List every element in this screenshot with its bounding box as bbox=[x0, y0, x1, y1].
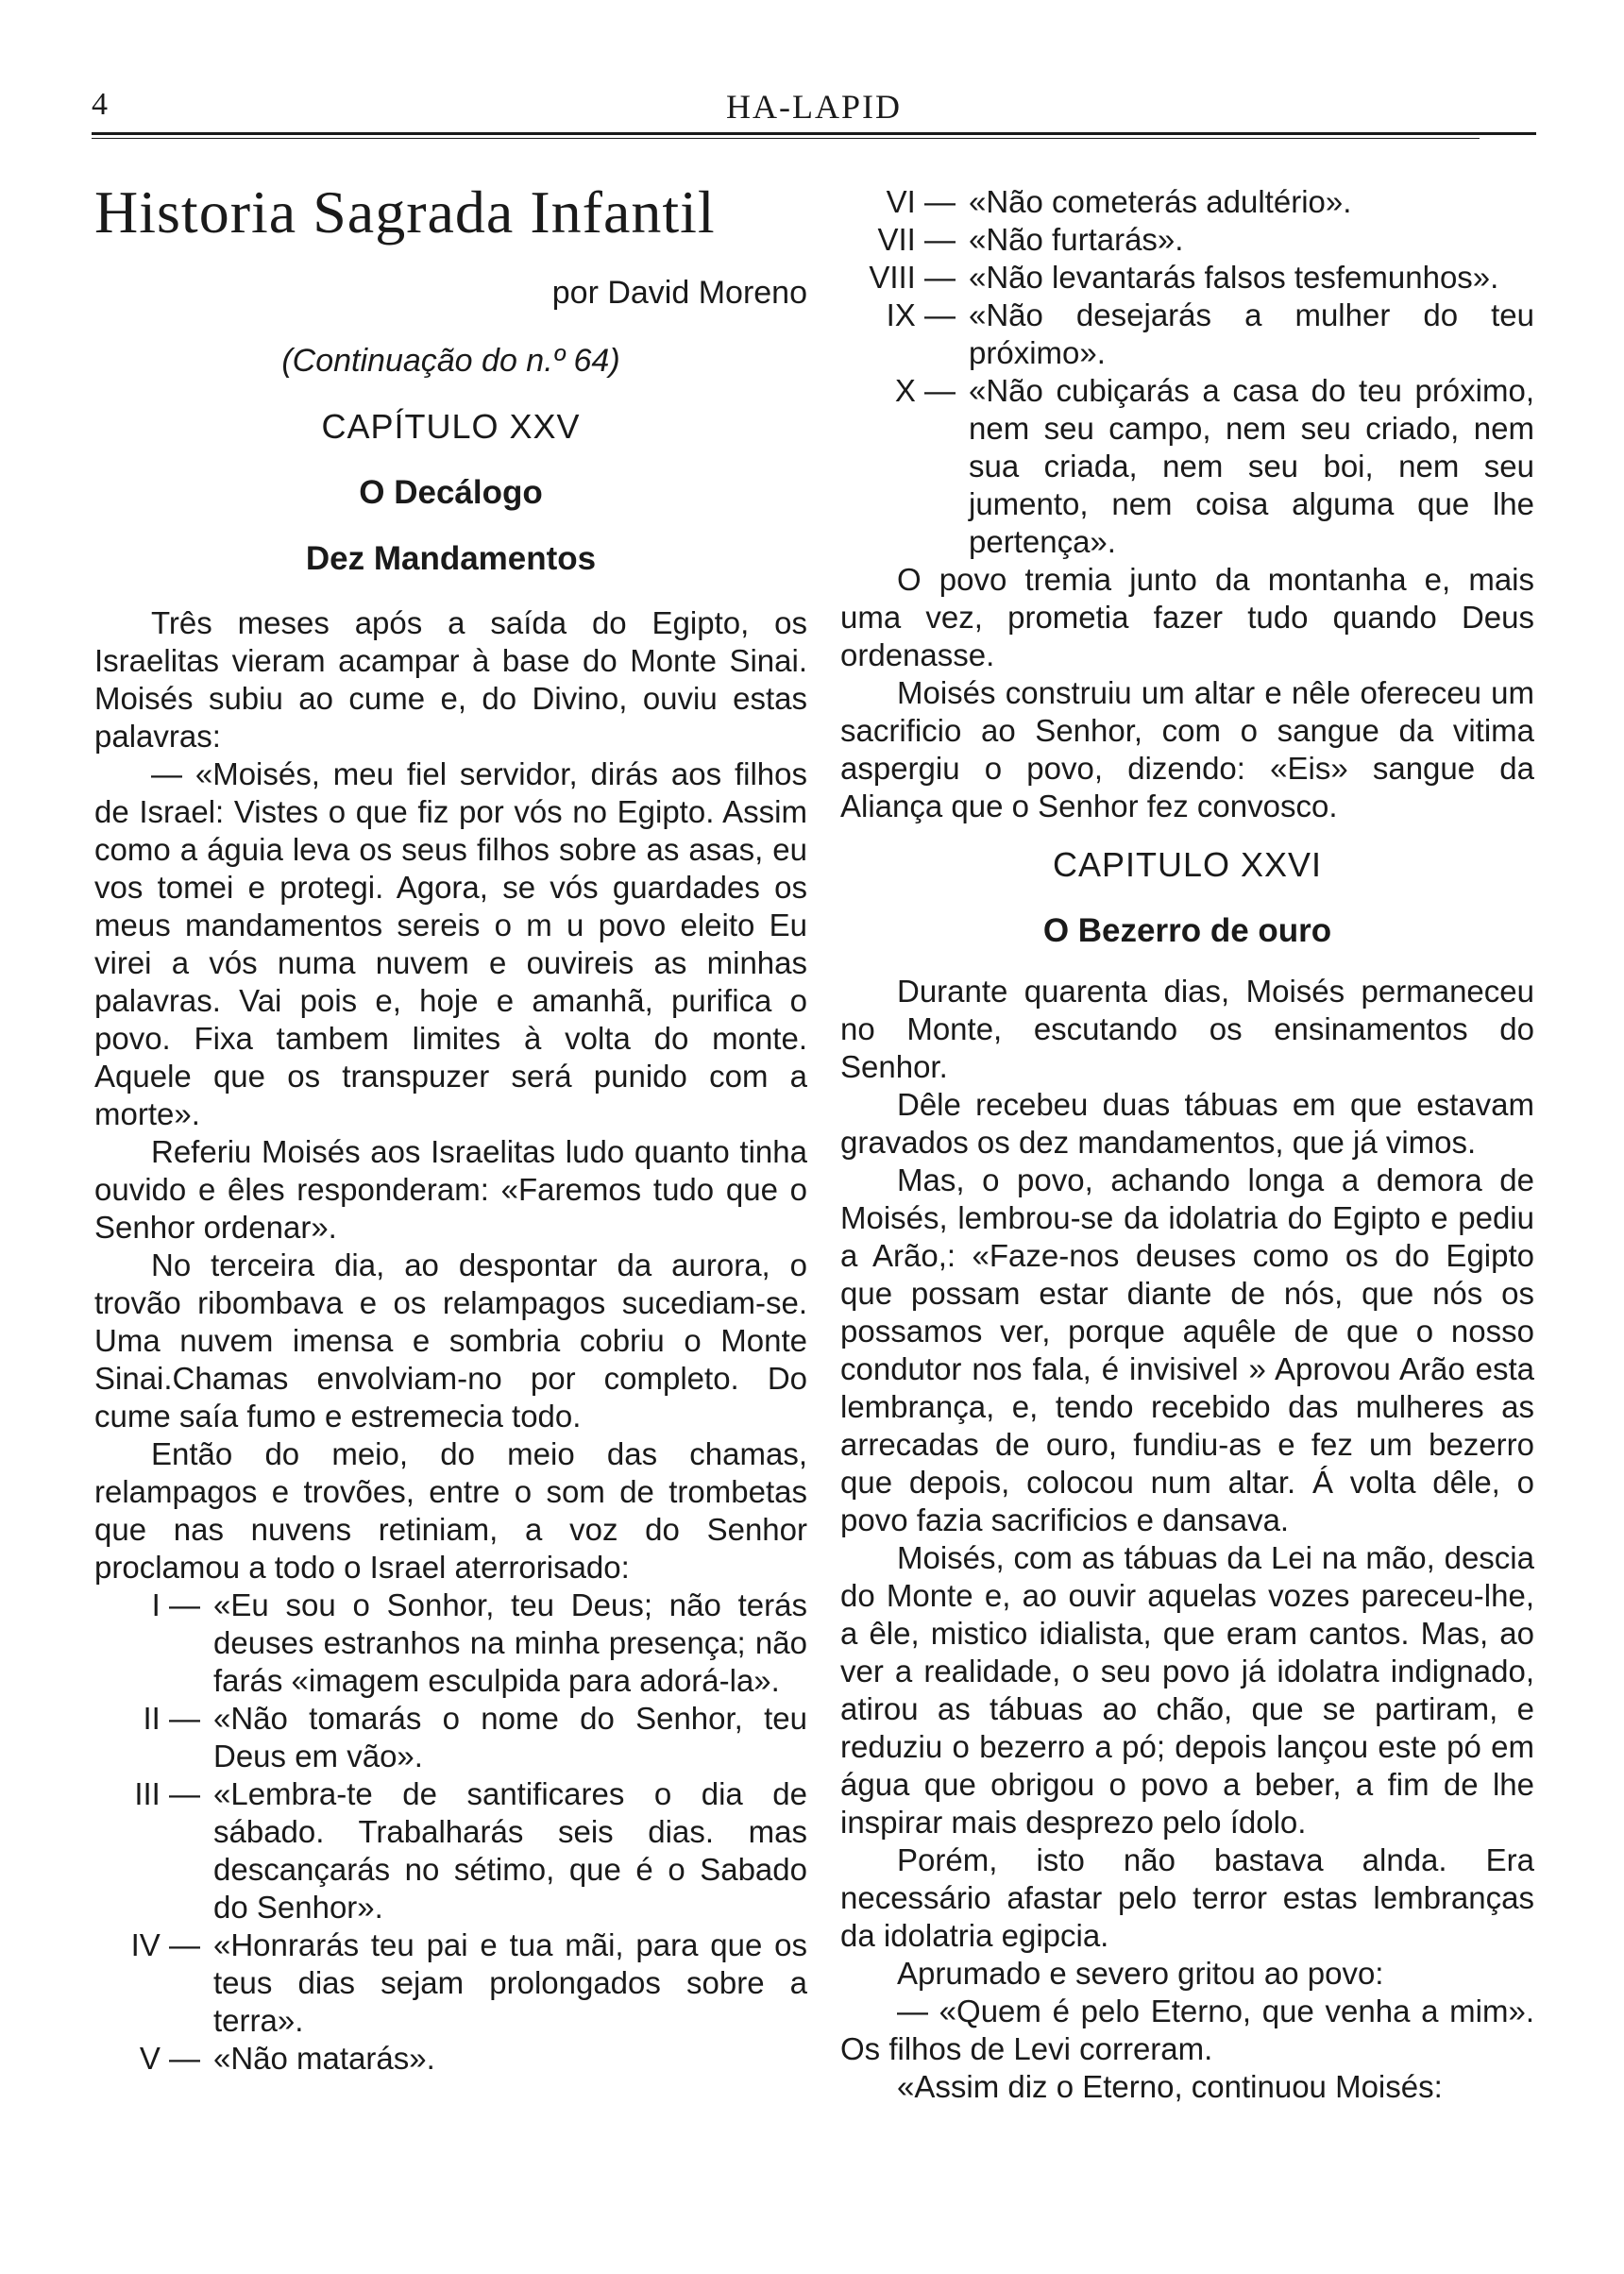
paragraph: Porém, isto não bastava alnda. Era necessário afastar pelo terror estas lembranças da idolatria egipcia. bbox=[840, 1842, 1534, 1953]
commandment-number: I — bbox=[151, 1587, 200, 1622]
commandment-text: «Não matarás». bbox=[213, 2041, 435, 2076]
commandment-number: IX — bbox=[886, 297, 956, 332]
paragraph: — «Quem é pelo Eterno, que venha a mim». Os filhos de Levi correram. bbox=[840, 1994, 1534, 2066]
paragraph: Dêle recebeu duas tábuas em que estavam gravados os dez mandamentos, que já vimos. bbox=[840, 1087, 1534, 1160]
commandment-item bbox=[840, 183, 1534, 221]
commandment-item bbox=[94, 1775, 807, 1926]
header-rule-thin bbox=[92, 138, 1480, 139]
commandment-number: IV — bbox=[130, 1927, 200, 1962]
commandment-item bbox=[840, 259, 1534, 297]
commandment-text: «Eu sou o Sonhor, teu Deus; não terás deuses estranhos na minha presença; não farás «imagem esculpida para adorá-la». bbox=[213, 1587, 807, 1698]
paragraph: Mas, o povo, achando longa a demora de Moisés, lembrou-se da idolatria do Egipto e pediu a Arão,: «Faze-nos deuses como os do Egipto que possam estar diante de nós, que nós os possamos ver, porque aquêle de que o nosso condutor nos fala, é invisivel » Aprovou Arão esta lembrança, e, tendo recebido das mulheres as arrecadas de ouro, fundiu-as e fez um bezerro que depois, colocou num altar. Á volta dêle, o povo fazia sacrificios e dansava. bbox=[840, 1162, 1534, 1537]
paragraph: Aprumado e severo gritou ao povo: bbox=[897, 1956, 1384, 1991]
paragraph: Então do meio, do meio das chamas, relampagos e trovões, entre o som de trombetas que nas nuvens retiniam, a voz do Senhor proclamou a todo o Israel aterrorisado: bbox=[94, 1436, 807, 1585]
commandment-item bbox=[94, 1926, 807, 2040]
paragraph: Moisés construiu um altar e nêle ofereceu um sacrificio ao Senhor, com o sangue da vitima aspergiu o povo, dizendo: «Eis» sangue da Aliança que o Senhor fez convosco. bbox=[840, 675, 1534, 823]
paragraph: «Assim diz o Eterno, continuou Moisés: bbox=[897, 2069, 1443, 2104]
commandment-text: «Honrarás teu pai e tua mãi, para que os teus dias sejam prolongados sobre a terra». bbox=[213, 1927, 807, 2038]
paragraph: — «Moisés, meu fiel servidor, dirás aos filhos de Israel: Vistes o que fiz por vós no Egipto. Assim como a águia leva os seus filhos sobre as asas, eu vos tomei e protegi. Agora, se vós guardades os meus mandamentos sereis o m u povo eleito Eu virei a vós numa nuvem e ouvireis as minhas palavras. Vai pois e, hoje e amanhã, purifica o povo. Fixa tambem limites à volta do monte. Aquele que os transpuzer será punido com a morte». bbox=[94, 756, 807, 1131]
commandment-text: «Não levantarás falsos tesfemunhos». bbox=[969, 260, 1499, 295]
section-subtitle: O Decálogo bbox=[359, 474, 543, 511]
commandment-text: «Não cometerás adultério». bbox=[969, 184, 1352, 219]
article-byline: por David Moreno bbox=[551, 275, 807, 311]
commandment-number: VII — bbox=[877, 222, 956, 257]
right-column bbox=[840, 183, 1534, 2106]
paragraph: Três meses após a saída do Egipto, os Israelitas vieram acampar à base do Monte Sinai. Moisés subiu ao cume e, do Divino, ouviu estas palavras: bbox=[94, 605, 807, 754]
commandment-item bbox=[94, 1700, 807, 1775]
chapter-heading: CAPITULO XXVI bbox=[1052, 845, 1323, 884]
section-subtitle: Dez Mandamentos bbox=[305, 540, 597, 577]
left-column bbox=[94, 179, 807, 2078]
chapter-heading: CAPÍTULO XXV bbox=[321, 407, 581, 446]
commandment-number: X — bbox=[894, 373, 956, 408]
commandment-item bbox=[94, 2040, 807, 2078]
continuation-note: (Continuação do n.º 64) bbox=[281, 343, 620, 379]
page-header bbox=[92, 87, 1536, 134]
paragraph: No terceira dia, ao despontar da aurora, o trovão ribombava e os relampagos sucediam-se. Uma nuvem imensa e sombria cobriu o Monte Sinai.Chamas envolviam-no por completo. Do cume saía fumo e estremecia todo. bbox=[94, 1247, 807, 1434]
commandment-text: «Não cubiçarás a casa do teu próximo, nem seu campo, nem seu criado, nem sua criada, nem seu boi, nem seu jumento, nem coisa alguma que lhe pertença». bbox=[969, 373, 1534, 559]
paragraph: O povo tremia junto da montanha e, mais uma vez, prometia fazer tudo quando Deus ordenasse. bbox=[840, 562, 1534, 672]
commandment-item bbox=[840, 372, 1534, 561]
paragraph: Referiu Moisés aos Israelitas ludo quanto tinha ouvido e êles responderam: «Faremos tudo que o Senhor ordenar». bbox=[94, 1134, 807, 1245]
commandment-number: III — bbox=[134, 1776, 200, 1811]
spacer bbox=[840, 825, 1534, 846]
commandment-text: «Não furtarás». bbox=[969, 222, 1184, 257]
commandment-item bbox=[94, 1587, 807, 1700]
paragraph: Moisés, com as tábuas da Lei na mão, descia do Monte e, ao ouvir aquelas vozes pareceu-lhe, a êle, mistico idialista, que eram cantos. Mas, ao ver a realidade, o seu povo já idolatra indignado, atirou as tábuas ao chão, que se partiram, e reduziu o bezerro a pó; depois lançou este pó em água que obrigou o povo a beber, a fim de lhe inspirar mais desprezo pelo ídolo. bbox=[840, 1540, 1534, 1840]
commandment-number: V — bbox=[139, 2041, 200, 2076]
article-title: Historia Sagrada Infantil bbox=[94, 178, 716, 246]
commandment-number: VIII — bbox=[869, 260, 956, 295]
commandment-number: VI — bbox=[886, 184, 956, 219]
commandment-text: «Lembra-te de santificares o dia de sábado. Trabalharás seis dias. mas descançarás no sétimo, que é o Sabado do Senhor». bbox=[213, 1776, 807, 1925]
commandment-number: II — bbox=[143, 1701, 200, 1736]
header-rule bbox=[92, 132, 1536, 135]
journal-title: HA-LAPID bbox=[726, 88, 902, 126]
section-subtitle: O Bezerro de ouro bbox=[1042, 912, 1332, 949]
paragraph: Durante quarenta dias, Moisés permaneceu no Monte, escutando os ensinamentos do Senhor. bbox=[840, 974, 1534, 1084]
page-number: 4 bbox=[92, 87, 108, 122]
commandment-text: «Não tomarás o nome do Senhor, teu Deus em vão». bbox=[213, 1701, 807, 1773]
commandment-item bbox=[840, 297, 1534, 372]
commandment-text: «Não desejarás a mulher do teu próximo». bbox=[969, 297, 1534, 370]
commandment-item bbox=[840, 221, 1534, 259]
